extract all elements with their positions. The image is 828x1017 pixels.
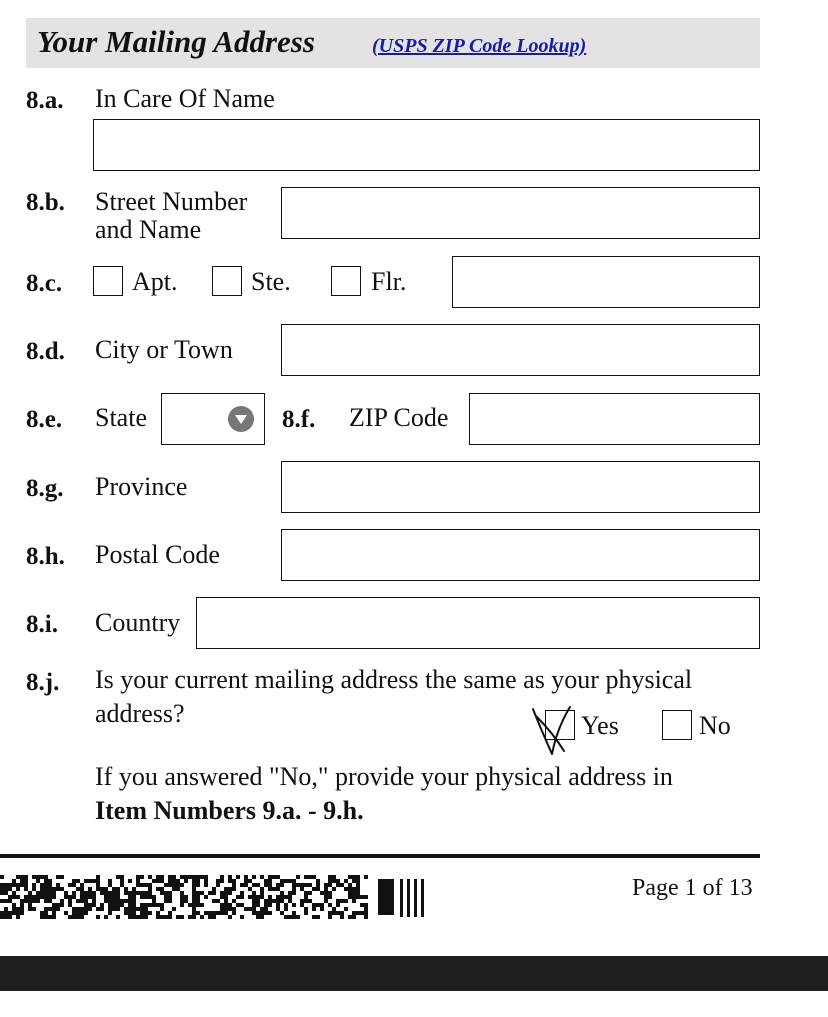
street-label-line2: and Name	[95, 215, 202, 244]
page-number: Page 1 of 13	[632, 875, 753, 901]
state-select[interactable]	[161, 393, 265, 445]
item-number-8j: 8.j.	[26, 669, 60, 696]
dropdown-arrow-icon[interactable]	[228, 406, 254, 432]
instruction-item-numbers: Item Numbers 9.a. - 9.h.	[95, 796, 364, 825]
viewer-bottom-bar	[0, 956, 828, 991]
ste-checkbox[interactable]	[212, 266, 242, 296]
flr-checkbox[interactable]	[331, 266, 361, 296]
same-address-question-line2: address?	[95, 699, 185, 728]
item-number-8g: 8.g.	[26, 475, 64, 502]
item-number-8h: 8.h.	[26, 543, 65, 570]
item-number-8c: 8.c.	[26, 270, 63, 297]
state-label: State	[95, 403, 147, 432]
yes-checkmark-icon	[530, 704, 576, 758]
apt-checkbox[interactable]	[93, 266, 123, 296]
zip-input[interactable]	[469, 393, 760, 445]
no-label: No	[699, 711, 731, 740]
postal-code-input[interactable]	[281, 529, 760, 581]
ste-label: Ste.	[251, 267, 291, 296]
country-label: Country	[95, 608, 181, 637]
item-number-8f: 8.f.	[282, 406, 316, 433]
street-input[interactable]	[281, 187, 760, 239]
province-input[interactable]	[281, 461, 760, 513]
zip-label: ZIP Code	[349, 403, 449, 432]
usps-zip-lookup-link[interactable]: (USPS ZIP Code Lookup)	[372, 35, 587, 57]
street-label-line1: Street Number	[95, 187, 248, 216]
barcode	[0, 875, 430, 919]
instruction-text: If you answered "No," provide your physical address in	[95, 762, 673, 791]
province-label: Province	[95, 472, 188, 501]
no-checkbox[interactable]	[662, 710, 692, 740]
in-care-of-input[interactable]	[93, 119, 760, 171]
city-input[interactable]	[281, 324, 760, 376]
same-address-question-line1: Is your current mailing address the same as your physical	[95, 665, 693, 694]
item-number-8d: 8.d.	[26, 338, 65, 365]
item-number-8i: 8.i.	[26, 611, 58, 638]
item-number-8e: 8.e.	[26, 406, 63, 433]
footer-rule	[0, 854, 760, 858]
postal-code-label: Postal Code	[95, 540, 220, 569]
yes-label: Yes	[581, 711, 619, 740]
section-title: Your Mailing Address	[37, 24, 315, 59]
in-care-of-label: In Care Of Name	[95, 84, 275, 113]
item-number-8b: 8.b.	[26, 189, 65, 216]
city-label: City or Town	[95, 335, 233, 364]
flr-label: Flr.	[371, 267, 407, 296]
apt-label: Apt.	[132, 267, 178, 296]
country-input[interactable]	[196, 597, 760, 649]
item-number-8a: 8.a.	[26, 87, 64, 114]
unit-number-input[interactable]	[452, 256, 760, 308]
